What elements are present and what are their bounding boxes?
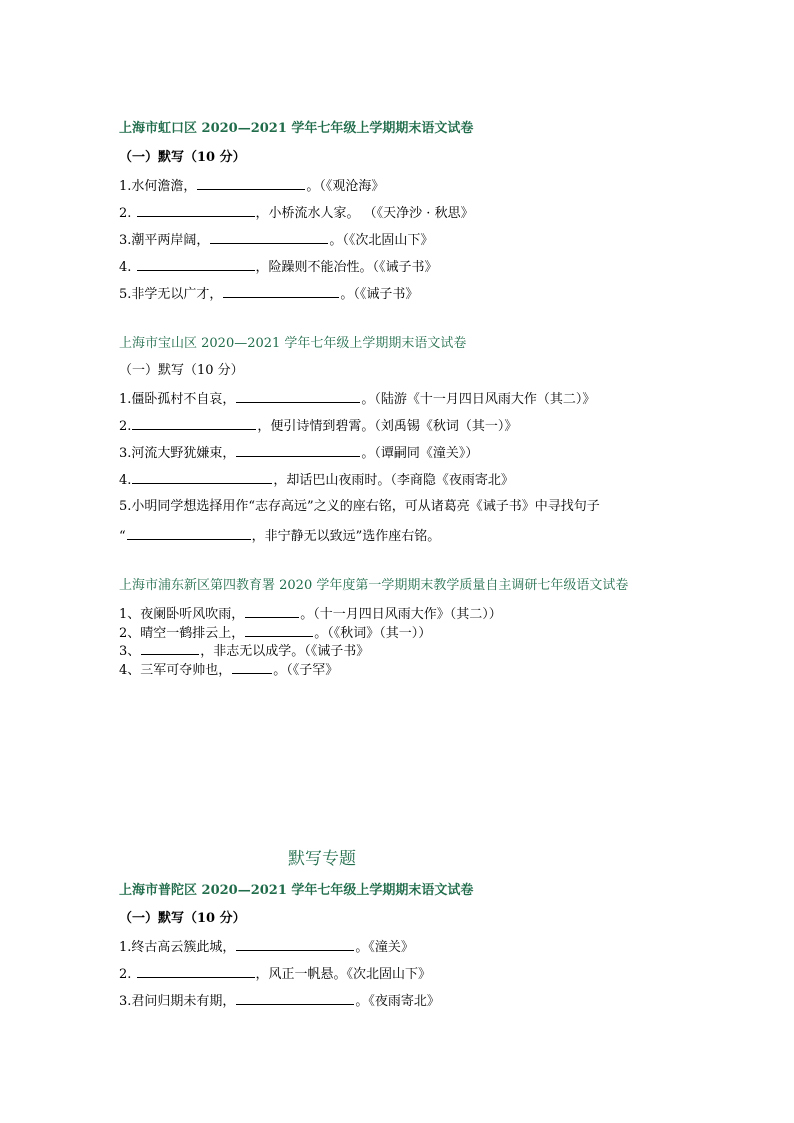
section-subtitle-baoshan: （一）默写（10 分） <box>119 363 244 378</box>
question-text: “ <box>119 529 126 544</box>
question-item <box>119 444 478 462</box>
answer-blank[interactable] <box>236 444 360 457</box>
question-text: 。（《秋词》（其一）） <box>314 626 432 641</box>
question-text: 2、晴空一鹤排云上， <box>119 626 245 641</box>
question-text: 4、三军可夺帅也， <box>119 663 232 678</box>
section-title-hongkou: 上海市虹口区 2020—2021 学年七年级上学期期末语文试卷 <box>119 121 474 136</box>
section-title-baoshan: 上海市宝山区 2020—2021 学年七年级上学期期末语文试卷 <box>119 336 467 351</box>
question-item <box>119 624 431 642</box>
section-subtitle-putuo: （一）默写（10 分） <box>119 911 246 926</box>
question-text: 。（《次北固山下》 <box>329 233 434 248</box>
question-text: ，非宁静无以致远”选作座右铭。 <box>251 529 441 544</box>
question-item <box>119 258 438 276</box>
question-item <box>119 471 514 489</box>
question-text: 4. <box>119 260 136 275</box>
section-title-putuo: 上海市普陀区 2020—2021 学年七年级上学期期末语文试卷 <box>119 883 474 898</box>
question-text: ，便引诗情到碧霄。（刘禹锡《秋词（其一）》 <box>257 419 518 434</box>
question-item <box>119 965 431 983</box>
question-text: 。《潼关》 <box>355 940 414 955</box>
question-text: 3.君问归期未有期， <box>119 994 236 1009</box>
answer-blank[interactable] <box>236 390 360 403</box>
question-item <box>119 417 517 435</box>
question-item <box>119 204 474 222</box>
question-text: 1.终古高云簇此城， <box>119 940 236 955</box>
answer-blank[interactable] <box>141 642 199 655</box>
question-text: 3.潮平两岸阔， <box>119 233 210 248</box>
question-text: 。（谭嗣同《潼关》） <box>361 446 479 461</box>
question-text: 2. <box>119 967 136 982</box>
question-item <box>119 177 384 195</box>
answer-blank[interactable] <box>245 605 299 618</box>
question-item <box>119 938 414 956</box>
question-item <box>119 642 369 660</box>
question-text: 5.非学无以广才， <box>119 287 223 302</box>
answer-blank[interactable] <box>137 204 255 217</box>
answer-blank[interactable] <box>137 258 255 271</box>
question-text: ，小桥流水人家。 （《天净沙 · 秋思》 <box>255 206 474 221</box>
question-text: ，非志无以成学。（《诫子书》 <box>200 644 370 659</box>
question-text: 1.水何澹澹， <box>119 179 197 194</box>
answer-blank[interactable] <box>232 661 272 674</box>
question-text: 3.河流大野犹嫌束， <box>119 446 236 461</box>
question-item <box>119 992 440 1010</box>
answer-blank[interactable] <box>236 992 354 1005</box>
answer-blank[interactable] <box>236 938 354 951</box>
question-text: 2. <box>119 206 136 221</box>
question-text: 1、夜阑卧听风吹雨， <box>119 607 245 622</box>
question-text: 4. <box>119 473 132 488</box>
question-text: 5.小明同学想选择用作“志存高远”之义的座右铭，可从诸葛亮《诫子书》中寻找句子 <box>119 499 600 514</box>
question-text: 3、 <box>119 644 141 659</box>
section-title-pudong: 上海市浦东新区第四教育署 2020 学年度第一学期期末教学质量自主调研七年级语文试卷 <box>119 578 629 593</box>
question-text: 1.僵卧孤村不自哀， <box>119 392 236 407</box>
question-item <box>119 231 433 249</box>
question-item <box>119 527 440 545</box>
question-text: 2. <box>119 419 132 434</box>
answer-blank[interactable] <box>223 285 339 298</box>
question-text: 。《夜雨寄北》 <box>355 994 440 1009</box>
answer-blank[interactable] <box>245 624 313 637</box>
answer-blank[interactable] <box>132 417 256 430</box>
answer-blank[interactable] <box>197 177 305 190</box>
answer-blank[interactable] <box>210 231 328 244</box>
topic-heading: 默写专题 <box>288 849 356 869</box>
section-subtitle-hongkou: （一）默写（10 分） <box>119 150 246 165</box>
question-item <box>119 499 600 515</box>
question-item <box>119 605 502 623</box>
answer-blank[interactable] <box>137 965 255 978</box>
question-item <box>119 661 338 679</box>
question-text: ，风正一帆悬。《次北固山下》 <box>255 967 432 982</box>
question-item <box>119 390 595 408</box>
answer-blank[interactable] <box>132 471 272 484</box>
question-text: 。（陆游《十一月四日风雨大作（其二）》 <box>361 392 596 407</box>
question-text: ，险躁则不能冶性。（《诫子书》 <box>255 260 438 275</box>
question-text: 。（《子罕》 <box>273 663 339 678</box>
question-text: 。（《观沧海》 <box>306 179 385 194</box>
question-text: ，却话巴山夜雨时。（李商隐《夜雨寄北》 <box>273 473 514 488</box>
question-text: 。（《诫子书》 <box>340 287 419 302</box>
question-item <box>119 285 418 303</box>
answer-blank[interactable] <box>127 527 251 540</box>
question-text: 。（十一月四日风雨大作》（其二）） <box>300 607 502 622</box>
